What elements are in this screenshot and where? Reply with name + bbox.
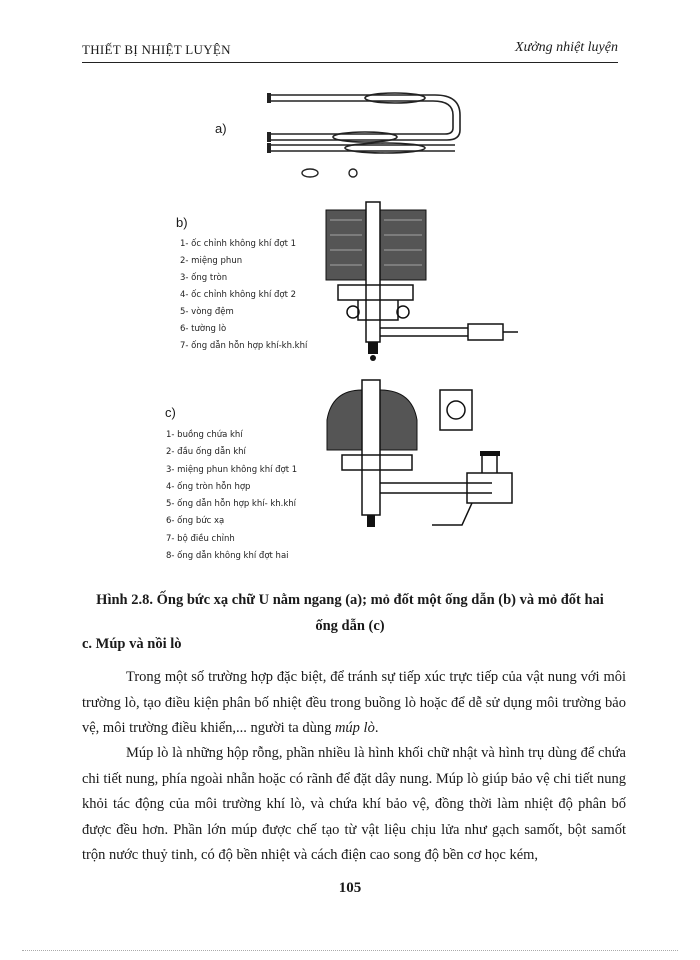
legend-item: 2- miệng phun bbox=[180, 256, 243, 266]
legend-item: 8- ống dẫn không khí đợt hai bbox=[166, 551, 289, 562]
legend-item: 1- buồng chứa khí bbox=[166, 430, 243, 440]
figure-b-label: b) bbox=[176, 215, 188, 230]
paragraph-1-italic-term: múp lò bbox=[334, 720, 375, 737]
legend-item: 4- ống tròn hỗn hợp bbox=[166, 481, 251, 492]
legend-item: 7- bộ điều chỉnh bbox=[166, 533, 235, 544]
legend-item: 3- ống tròn bbox=[180, 273, 228, 283]
figure-b-burner-drawing bbox=[318, 200, 523, 370]
caption-line-1: Hình 2.8. Ống bức xạ chữ U nằm ngang (a); mỏ đốt một ống dẫn (b) và mỏ đốt hai bbox=[96, 592, 604, 608]
figure-c-label: c) bbox=[165, 405, 176, 420]
figure-a-label: a) bbox=[215, 121, 227, 136]
figure-c-legend bbox=[166, 427, 297, 565]
legend-item: 4- ốc chỉnh không khí đợt 2 bbox=[180, 290, 297, 300]
figure-c-burner-drawing bbox=[322, 375, 522, 545]
page-bottom-divider bbox=[22, 950, 678, 951]
legend-item: 2- đầu ống dẫn khí bbox=[166, 447, 246, 458]
legend-item: 1- ốc chỉnh không khí đợt 1 bbox=[180, 239, 297, 249]
legend-item: 3- miệng phun không khí đợt 1 bbox=[166, 464, 298, 475]
paragraph-1 bbox=[82, 665, 626, 742]
caption-line-2: ống dẫn (c) bbox=[315, 618, 385, 634]
header-divider bbox=[82, 62, 618, 63]
running-header-title: THIẾT BỊ NHIỆT LUYỆN bbox=[82, 42, 231, 57]
legend-item: 7- ống dẫn hỗn hợp khí-kh.khí bbox=[180, 341, 308, 351]
paragraph-2-text: Múp lò là những hộp rỗng, phần nhiều là hình khối chữ nhật và hình trụ dùng để chứa chi tiết nung, phía ngoài nhẵn hoặc có rãnh để đặt dây nung. Múp lò giúp bảo vệ chi tiết nung khỏi tác động của môi trường khí lò, và chứa khí bảo vệ, đồng thời làm nhiệt độ phân bố được đều hơn. Phần lớn múp được chế tạo từ vật liệu chịu lửa như gạch samốt, bột samốt trộn nước thuỷ tinh, có độ bền nhiệt và cách điện cao song độ bền cơ học kém, bbox=[82, 745, 626, 864]
figure-a-u-tube-drawing bbox=[265, 85, 490, 185]
legend-item: 6- ống bức xạ bbox=[166, 516, 225, 527]
paragraph-2 bbox=[82, 741, 626, 869]
page-number: 105 bbox=[338, 880, 362, 896]
running-header-chapter: Xưởng nhiệt luyện bbox=[515, 40, 618, 55]
paragraph-1-text: Trong một số trường hợp đặc biệt, để tránh sự tiếp xúc trực tiếp của vật nung với môi trường lò, tạo điều kiện phân bố nhiệt đều trong buồng lò hoặc để dễ sử dụng môi trường bảo vệ, môi trường điều khiển,... người ta dùng bbox=[82, 669, 626, 737]
legend-item: 6- tường lò bbox=[180, 324, 227, 334]
figure-caption bbox=[60, 587, 640, 639]
section-title: c. Múp và nồi lò bbox=[82, 636, 182, 652]
figure-b-legend bbox=[180, 236, 307, 355]
legend-item: 5- ống dẫn hỗn hợp khí- kh.khí bbox=[166, 499, 297, 510]
legend-item: 5- vòng đệm bbox=[180, 307, 234, 317]
paragraph-1-end: . bbox=[374, 720, 379, 737]
